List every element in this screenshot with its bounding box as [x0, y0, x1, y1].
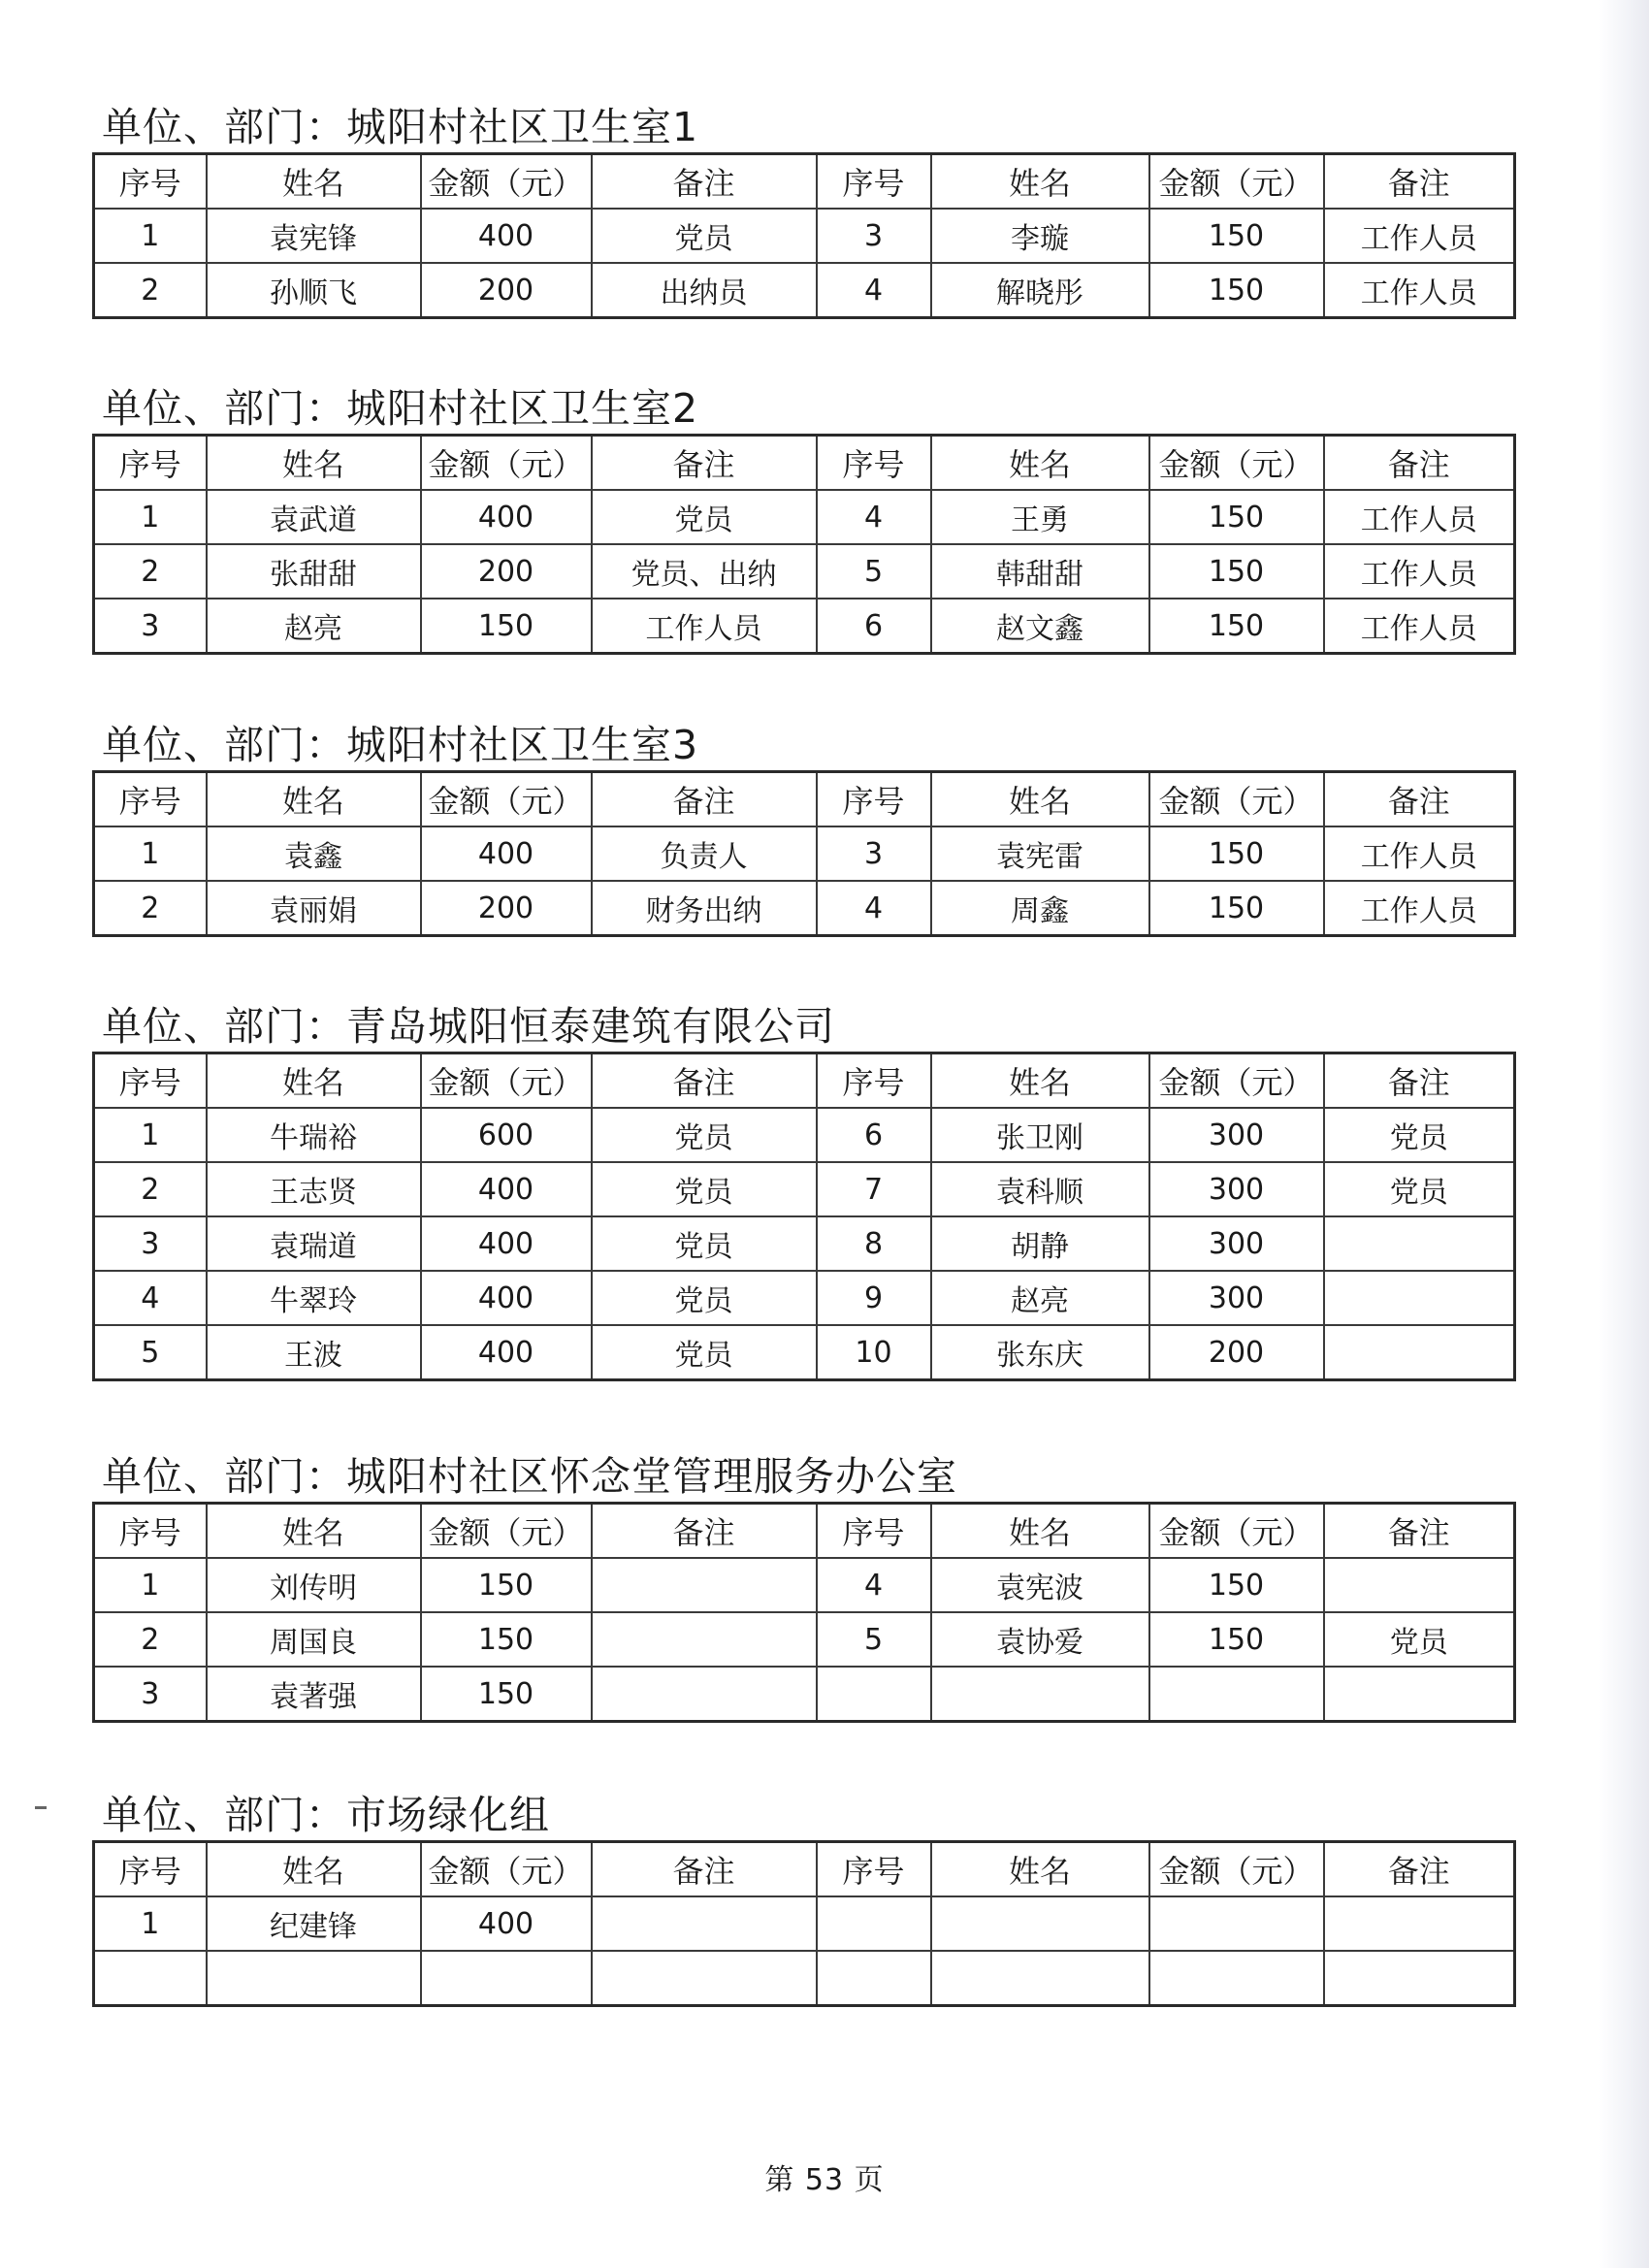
- table-cell: 工作人员: [1324, 826, 1515, 881]
- table-cell: [592, 1612, 817, 1667]
- column-header: 姓名: [207, 772, 421, 827]
- column-header: 姓名: [931, 1842, 1149, 1897]
- table-cell: [1324, 1951, 1515, 2006]
- column-header: 姓名: [931, 436, 1149, 491]
- table-cell: 党员、出纳: [592, 544, 817, 599]
- column-header: 备注: [1324, 1504, 1515, 1559]
- column-header: 序号: [817, 154, 931, 210]
- table-cell: 1: [94, 1108, 207, 1162]
- column-header: 序号: [94, 772, 207, 827]
- column-header: 金额（元）: [421, 154, 592, 210]
- table-cell: 袁丽娟: [207, 881, 421, 936]
- table-cell: 2: [94, 263, 207, 318]
- table-cell: 工作人员: [592, 599, 817, 654]
- table-cell: [94, 1951, 207, 2006]
- table-cell: 袁鑫: [207, 826, 421, 881]
- section-title: 单位、部门：城阳村社区卫生室1: [102, 104, 699, 150]
- table-row: [94, 263, 1515, 318]
- table-row: [94, 209, 1515, 263]
- table-cell: 赵文鑫: [931, 599, 1149, 654]
- table-row: [94, 599, 1515, 654]
- table-cell: 5: [817, 544, 931, 599]
- table-cell: [1324, 1558, 1515, 1612]
- column-header: 金额（元）: [421, 1504, 592, 1559]
- column-header: 备注: [592, 1053, 817, 1109]
- table-row: [94, 1108, 1515, 1162]
- table-cell: 4: [817, 490, 931, 544]
- column-header: 备注: [1324, 154, 1515, 210]
- table-cell: 党员: [592, 1162, 817, 1216]
- table-cell: 2: [94, 1612, 207, 1667]
- section-title: 单位、部门：城阳村社区怀念堂管理服务办公室: [102, 1453, 957, 1500]
- table-cell: 400: [421, 1325, 592, 1380]
- table-header-row: [94, 772, 1515, 827]
- column-header: 序号: [94, 1053, 207, 1109]
- table-cell: 党员: [1324, 1162, 1515, 1216]
- table-cell: [421, 1951, 592, 2006]
- table-cell: 袁著强: [207, 1667, 421, 1722]
- column-header: 备注: [592, 436, 817, 491]
- table-header-row: [94, 1504, 1515, 1559]
- table-cell: 党员: [592, 1108, 817, 1162]
- table-row: [94, 1216, 1515, 1271]
- table-cell: 袁宪锋: [207, 209, 421, 263]
- table-header-row: [94, 154, 1515, 210]
- table-cell: 6: [817, 1108, 931, 1162]
- table-cell: 张卫刚: [931, 1108, 1149, 1162]
- section-title: 单位、部门：城阳村社区卫生室2: [102, 385, 699, 432]
- table-cell: 6: [817, 599, 931, 654]
- table-cell: 300: [1149, 1108, 1324, 1162]
- table-cell: 周国良: [207, 1612, 421, 1667]
- table-cell: [592, 1667, 817, 1722]
- table-cell: 1: [94, 1896, 207, 1951]
- table-cell: 150: [1149, 1612, 1324, 1667]
- section-title: 单位、部门：城阳村社区卫生室3: [102, 722, 699, 768]
- unit-section: [92, 1451, 1513, 1723]
- page-number: 第 53 页: [764, 2163, 885, 2197]
- table-row: [94, 544, 1515, 599]
- table-cell: 200: [1149, 1325, 1324, 1380]
- table-cell: 工作人员: [1324, 881, 1515, 936]
- unit-section: [92, 383, 1513, 655]
- table-row: [94, 1325, 1515, 1380]
- table-cell: 纪建锋: [207, 1896, 421, 1951]
- table-cell: 袁武道: [207, 490, 421, 544]
- column-header: 备注: [592, 1504, 817, 1559]
- column-header: 姓名: [931, 1504, 1149, 1559]
- table-cell: 负责人: [592, 826, 817, 881]
- table-cell: 300: [1149, 1216, 1324, 1271]
- table-cell: 解晓彤: [931, 263, 1149, 318]
- column-header: 备注: [1324, 436, 1515, 491]
- table-header-row: [94, 1053, 1515, 1109]
- table-row: [94, 826, 1515, 881]
- table-cell: 400: [421, 209, 592, 263]
- table-cell: 150: [421, 599, 592, 654]
- table-row: [94, 1612, 1515, 1667]
- table-cell: 王勇: [931, 490, 1149, 544]
- column-header: 序号: [817, 772, 931, 827]
- column-header: 备注: [592, 154, 817, 210]
- table-cell: 2: [94, 1162, 207, 1216]
- table-cell: 10: [817, 1325, 931, 1380]
- column-header: 姓名: [931, 772, 1149, 827]
- table-cell: 袁科顺: [931, 1162, 1149, 1216]
- table-cell: 400: [421, 1162, 592, 1216]
- table-cell: 300: [1149, 1162, 1324, 1216]
- unit-section: [92, 102, 1513, 319]
- column-header: 序号: [94, 1842, 207, 1897]
- table-cell: [817, 1951, 931, 2006]
- column-header: 序号: [94, 1504, 207, 1559]
- table-cell: 赵亮: [207, 599, 421, 654]
- table-row: [94, 1667, 1515, 1722]
- column-header: 备注: [1324, 1053, 1515, 1109]
- column-header: 姓名: [207, 1053, 421, 1109]
- table-cell: 工作人员: [1324, 599, 1515, 654]
- table-cell: 200: [421, 544, 592, 599]
- table-cell: 4: [817, 1558, 931, 1612]
- table-cell: 400: [421, 1216, 592, 1271]
- table-cell: 张东庆: [931, 1325, 1149, 1380]
- table-cell: 8: [817, 1216, 931, 1271]
- section-title: 单位、部门：市场绿化组: [102, 1792, 550, 1838]
- table-cell: 党员: [1324, 1108, 1515, 1162]
- table-cell: 工作人员: [1324, 209, 1515, 263]
- column-header: 姓名: [207, 436, 421, 491]
- unit-section: [92, 1001, 1513, 1381]
- table-cell: 赵亮: [931, 1271, 1149, 1325]
- allowance-table: [92, 770, 1516, 937]
- column-header: 备注: [592, 1842, 817, 1897]
- column-header: 序号: [94, 154, 207, 210]
- table-cell: 刘传明: [207, 1558, 421, 1612]
- table-row: [94, 1162, 1515, 1216]
- table-header-row: [94, 1842, 1515, 1897]
- table-cell: [1324, 1216, 1515, 1271]
- table-cell: 400: [421, 490, 592, 544]
- table-cell: 孙顺飞: [207, 263, 421, 318]
- table-cell: 3: [94, 1216, 207, 1271]
- table-cell: 200: [421, 881, 592, 936]
- table-cell: 2: [94, 881, 207, 936]
- table-cell: 党员: [592, 1216, 817, 1271]
- table-cell: [592, 1896, 817, 1951]
- table-cell: 400: [421, 826, 592, 881]
- column-header: 金额（元）: [1149, 1053, 1324, 1109]
- table-cell: 周鑫: [931, 881, 1149, 936]
- table-cell: 4: [817, 881, 931, 936]
- column-header: 序号: [817, 1504, 931, 1559]
- table-cell: 工作人员: [1324, 490, 1515, 544]
- column-header: 序号: [817, 1842, 931, 1897]
- table-cell: 1: [94, 826, 207, 881]
- table-cell: 1: [94, 1558, 207, 1612]
- table-cell: 400: [421, 1271, 592, 1325]
- unit-section: [92, 1790, 1513, 2007]
- table-cell: [1324, 1896, 1515, 1951]
- table-cell: 党员: [592, 1271, 817, 1325]
- table-cell: 李璇: [931, 209, 1149, 263]
- table-cell: 150: [1149, 544, 1324, 599]
- table-cell: 4: [94, 1271, 207, 1325]
- table-cell: [931, 1951, 1149, 2006]
- table-cell: 胡静: [931, 1216, 1149, 1271]
- table-cell: 300: [1149, 1271, 1324, 1325]
- table-cell: [1324, 1325, 1515, 1380]
- table-cell: [931, 1667, 1149, 1722]
- table-cell: [817, 1896, 931, 1951]
- table-row: [94, 881, 1515, 936]
- table-cell: 3: [94, 1667, 207, 1722]
- table-row: [94, 1271, 1515, 1325]
- column-header: 序号: [817, 1053, 931, 1109]
- section-title: 单位、部门：青岛城阳恒泰建筑有限公司: [102, 1003, 835, 1050]
- table-cell: [592, 1558, 817, 1612]
- table-cell: [1149, 1951, 1324, 2006]
- table-row: [94, 490, 1515, 544]
- table-cell: 王志贤: [207, 1162, 421, 1216]
- table-cell: [1149, 1667, 1324, 1722]
- column-header: 金额（元）: [1149, 154, 1324, 210]
- table-cell: 工作人员: [1324, 544, 1515, 599]
- column-header: 姓名: [207, 1842, 421, 1897]
- table-cell: 袁宪雷: [931, 826, 1149, 881]
- scan-mark: [35, 1806, 47, 1809]
- column-header: 备注: [1324, 772, 1515, 827]
- table-cell: 财务出纳: [592, 881, 817, 936]
- table-cell: 1: [94, 490, 207, 544]
- column-header: 序号: [817, 436, 931, 491]
- table-row: [94, 1896, 1515, 1951]
- column-header: 姓名: [931, 154, 1149, 210]
- table-cell: 1: [94, 209, 207, 263]
- table-cell: 5: [817, 1612, 931, 1667]
- column-header: 金额（元）: [421, 1053, 592, 1109]
- table-cell: [1324, 1271, 1515, 1325]
- table-cell: 3: [817, 826, 931, 881]
- table-cell: 150: [421, 1612, 592, 1667]
- column-header: 姓名: [207, 1504, 421, 1559]
- column-header: 金额（元）: [421, 436, 592, 491]
- table-cell: 400: [421, 1896, 592, 1951]
- table-cell: 7: [817, 1162, 931, 1216]
- table-cell: 150: [1149, 263, 1324, 318]
- table-cell: 150: [1149, 1558, 1324, 1612]
- allowance-table: [92, 1840, 1516, 2007]
- table-cell: 牛翠玲: [207, 1271, 421, 1325]
- table-cell: 党员: [592, 209, 817, 263]
- table-cell: [817, 1667, 931, 1722]
- column-header: 金额（元）: [1149, 1504, 1324, 1559]
- table-cell: 150: [1149, 599, 1324, 654]
- table-cell: [207, 1951, 421, 2006]
- table-cell: 韩甜甜: [931, 544, 1149, 599]
- table-cell: 150: [1149, 826, 1324, 881]
- allowance-table: [92, 434, 1516, 655]
- table-cell: 张甜甜: [207, 544, 421, 599]
- table-header-row: [94, 436, 1515, 491]
- allowance-table: [92, 1502, 1516, 1723]
- column-header: 姓名: [931, 1053, 1149, 1109]
- table-cell: 党员: [592, 490, 817, 544]
- table-cell: [931, 1896, 1149, 1951]
- table-cell: 党员: [1324, 1612, 1515, 1667]
- table-cell: 3: [817, 209, 931, 263]
- table-cell: 袁宪波: [931, 1558, 1149, 1612]
- table-cell: 袁协爱: [931, 1612, 1149, 1667]
- table-cell: 5: [94, 1325, 207, 1380]
- table-cell: 600: [421, 1108, 592, 1162]
- column-header: 金额（元）: [1149, 1842, 1324, 1897]
- column-header: 备注: [1324, 1842, 1515, 1897]
- unit-section: [92, 720, 1513, 937]
- table-cell: 出纳员: [592, 263, 817, 318]
- column-header: 序号: [94, 436, 207, 491]
- table-row: [94, 1558, 1515, 1612]
- table-cell: 王波: [207, 1325, 421, 1380]
- table-cell: 150: [1149, 490, 1324, 544]
- table-cell: 4: [817, 263, 931, 318]
- table-cell: [1149, 1896, 1324, 1951]
- table-cell: 150: [1149, 881, 1324, 936]
- allowance-table: [92, 1052, 1516, 1381]
- column-header: 金额（元）: [421, 772, 592, 827]
- table-cell: 150: [421, 1667, 592, 1722]
- scan-page-edge: [1599, 0, 1649, 2268]
- table-row: [94, 1951, 1515, 2006]
- table-cell: 9: [817, 1271, 931, 1325]
- column-header: 金额（元）: [421, 1842, 592, 1897]
- table-cell: 2: [94, 544, 207, 599]
- table-cell: 牛瑞裕: [207, 1108, 421, 1162]
- column-header: 金额（元）: [1149, 436, 1324, 491]
- table-cell: 工作人员: [1324, 263, 1515, 318]
- table-cell: [1324, 1667, 1515, 1722]
- column-header: 金额（元）: [1149, 772, 1324, 827]
- column-header: 姓名: [207, 154, 421, 210]
- table-cell: [592, 1951, 817, 2006]
- table-cell: 3: [94, 599, 207, 654]
- table-cell: 党员: [592, 1325, 817, 1380]
- table-cell: 150: [421, 1558, 592, 1612]
- table-cell: 袁瑞道: [207, 1216, 421, 1271]
- column-header: 备注: [592, 772, 817, 827]
- table-cell: 200: [421, 263, 592, 318]
- table-cell: 150: [1149, 209, 1324, 263]
- allowance-table: [92, 152, 1516, 319]
